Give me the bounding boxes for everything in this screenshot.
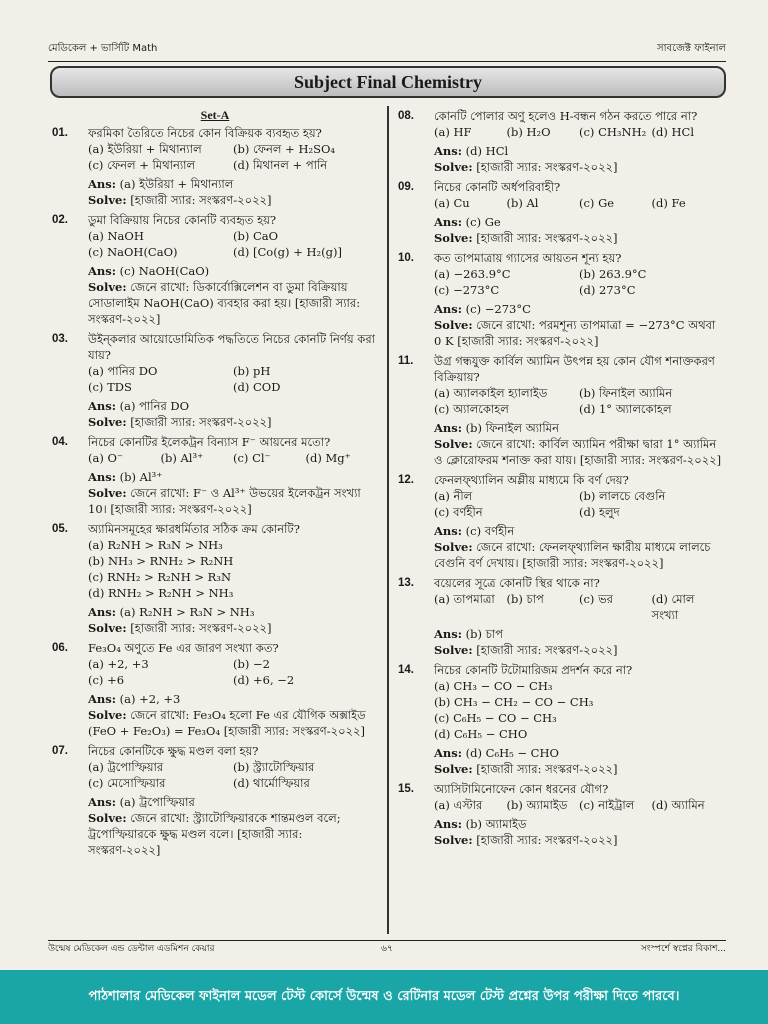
solve-line [434,642,724,658]
option: (d) COD [233,380,281,394]
answer-block [398,301,724,349]
question-head [52,743,378,759]
option-list [398,678,724,742]
question-text: নিচের কোনটিকে ক্ষুদ্ধ মণ্ডল বলা হয়? [88,744,259,758]
option: (c) −273°C [434,283,500,297]
answer-line [434,626,724,642]
question-text: কোনটি পোলার অণু হলেও H-বন্ধন গঠন করতে পারে না? [434,109,698,123]
question-head [398,781,724,797]
answer-text: (a) ইউরিয়া + মিথান্যাল [119,177,234,191]
answer-block [398,523,724,571]
option-list [398,195,724,211]
solve-label: Solve: [434,160,473,174]
solve-line [88,192,378,208]
option-list [398,591,724,623]
question-list-right [398,108,724,848]
option: (a) O⁻ [88,451,123,465]
question-number: 04. [52,436,68,448]
answer-line [88,794,378,810]
solve-label: Solve: [88,486,127,500]
question-number: 11. [398,355,414,367]
option: (c) ফেনল + মিথান্যাল [88,158,196,172]
solve-label: Solve: [434,643,473,657]
answer-label: Ans: [88,795,117,809]
question-item [398,179,724,246]
option: (d) 273°C [579,283,636,297]
answer-text: (b) চাপ [465,627,504,641]
answer-text: (a) ট্রপোস্ফিয়ার [119,795,195,809]
solve-text: জেনে রাখো: ডিকার্বোক্সিলেশন বা ডুমা বিক্রিয়ায় সোডালাইম NaOH(CaO) ব্যবহার করা হয়। [হাজারী স্যার: সংস্করণ-২০২২] [88,280,361,326]
solve-text: জেনে রাখো: কার্বিল অ্যামিন পরীক্ষা দ্বারা 1° অ্যামিন ও ক্লোরোফরম শনাক্ত করা যায়। [হাজারী স্যার: সংস্করণ-২০২২] [434,437,722,467]
answer-block [398,626,724,658]
question-head [398,108,724,124]
footer-left: উন্মেষ মেডিকেল এন্ড ডেন্টাল এডমিশন কেয়ার [48,944,215,954]
left-column [52,108,378,862]
answer-label: Ans: [88,177,117,191]
solve-text: জেনে রাখো: F⁻ ও Al³⁺ উভয়ের ইলেকট্রন সংখ্যা 10। [হাজারী স্যার: সংস্করণ-২০২২] [88,486,361,516]
option: (a) এস্টার [434,798,483,812]
solve-label: Solve: [88,193,127,207]
option: (b) Al³⁺ [160,451,204,465]
question-text: ফেনলফ্থ্যালিন অম্লীয় মাধ্যমে কি বর্ণ দেয়? [434,473,629,487]
option: (b) লালচে বেগুনি [579,489,666,503]
option: (c) মেসোস্ফিয়ার [88,776,166,790]
question-item [52,640,378,739]
question-text: বয়েলের সূত্রে কোনটি স্থির থাকে না? [434,576,600,590]
answer-block [398,745,724,777]
page-header [48,40,726,62]
answer-block [398,420,724,468]
answer-label: Ans: [88,399,117,413]
question-item [398,108,724,175]
option: (b) ফিনাইল অ্যামিন [579,386,673,400]
question-item [52,434,378,517]
answer-text: (c) NaOH(CaO) [119,264,210,278]
option: (d) মোল সংখ্যা [651,592,695,622]
answer-label: Ans: [88,605,117,619]
option: (b) CH₃ − CH₂ − CO − CH₃ [434,695,594,709]
question-head [52,331,378,363]
set-label: Set-A [200,108,230,122]
option: (a) ট্রপোস্ফিয়ার [88,760,164,774]
option: (c) অ্যালকোহল [434,402,509,416]
option: (d) C₆H₅ − CHO [434,727,528,741]
option: (a) HF [434,125,472,139]
option: (b) CaO [233,229,279,243]
option-list [52,759,378,791]
option-list [52,450,378,466]
option: (a) R₂NH > R₃N > NH₃ [88,538,223,552]
option: (a) −263.9°C [434,267,511,281]
option: (c) নাইট্রাল [579,798,635,812]
option: (c) Ge [579,196,615,210]
question-text: নিচের কোনটি অর্ধপরিবাহী? [434,180,561,194]
header-right: সাবজেক্ট ফাইনাল [657,43,726,54]
question-number: 06. [52,642,68,654]
answer-block [52,691,378,739]
option: (a) তাপমাত্রা [434,592,495,606]
option: (d) Fe [651,196,686,210]
option-list [52,363,378,395]
question-number: 10. [398,252,414,264]
solve-label: Solve: [88,811,127,825]
option: (d) মিথানল + পানি [233,158,328,172]
question-head [52,640,378,656]
option: (d) HCl [651,125,694,139]
answer-block [52,263,378,327]
answer-line [434,301,724,317]
answer-label: Ans: [434,627,463,641]
solve-line [434,832,724,848]
answer-line [434,420,724,436]
solve-text: [হাজারী স্যার: সংস্করণ-২০২২] [130,193,272,207]
solve-line [434,159,724,175]
question-item [398,781,724,848]
solve-line [88,485,378,517]
solve-label: Solve: [434,231,473,245]
question-number: 07. [52,745,68,757]
right-column [398,108,724,852]
question-text: অ্যামিনসমূহের ক্ষারধর্মিতার সঠিক ক্রম কোনটি? [88,522,300,536]
solve-text: [হাজারী স্যার: সংস্করণ-২০২২] [476,160,618,174]
option: (b) Al [506,196,539,210]
question-text: নিচের কোনটি টটোমারিজম প্রদর্শন করে না? [434,663,633,677]
question-head [398,662,724,678]
solve-label: Solve: [434,762,473,776]
answer-line [88,176,378,192]
option: (d) +6, −2 [233,673,295,687]
solve-text: [হাজারী স্যার: সংস্করণ-২০২২] [130,621,272,635]
option-list [52,228,378,260]
answer-text: (b) ফিনাইল অ্যামিন [465,421,559,435]
answer-text: (a) পানির DO [119,399,190,413]
answer-line [434,745,724,761]
solve-label: Solve: [434,540,473,554]
option-list [52,141,378,173]
answer-text: (c) বর্ণহীন [465,524,515,538]
solve-line [88,620,378,636]
option: (b) H₂O [506,125,551,139]
option: (b) স্ট্র্যাটোস্ফিয়ার [233,760,315,774]
answer-label: Ans: [88,264,117,278]
option: (a) পানির DO [88,364,158,378]
question-text: উইন্কলার আয়োডোমিতিক পদ্ধতিতে নিচের কোনটি নির্ণয় করা যায়? [88,332,375,362]
option: (b) ফেনল + H₂SO₄ [233,142,335,156]
question-number: 08. [398,110,414,122]
option: (a) নীল [434,489,473,503]
option: (b) −2 [233,657,270,671]
question-head [398,179,724,195]
option: (c) Cl⁻ [233,451,271,465]
option: (a) ইউরিয়া + মিথান্যাল [88,142,202,156]
answer-line [88,398,378,414]
question-text: অ্যাসিটামিনোফেন কোন ধরনের যৌগ? [434,782,609,796]
answer-label: Ans: [434,421,463,435]
answer-label: Ans: [434,524,463,538]
question-head [52,125,378,141]
option: (b) চাপ [506,592,544,606]
option: (b) pH [233,364,271,378]
question-item [52,331,378,430]
page-title: Subject Final Chemistry [294,71,482,92]
option: (a) NaOH [88,229,144,243]
solve-line [434,317,724,349]
option: (a) অ্যালকাইল হ্যালাইড [434,386,548,400]
question-text: উগ্র গন্ধযুক্ত কার্বিল অ্যামিন উৎপন্ন হয় কোন যৌগ শনাক্তকরণ বিক্রিয়ায়? [434,354,715,384]
option: (c) C₆H₅ − CO − CH₃ [434,711,557,725]
answer-text: (b) অ্যামাইড [465,817,527,831]
solve-text: জেনে রাখো: ফেনলফ্থ্যালিন ক্ষারীয় মাধ্যমে লালচে বেগুনি বর্ণ দেখায়। [হাজারী স্যার: সংস্করণ-২০২২] [434,540,711,570]
solve-line [434,539,724,571]
answer-line [434,523,724,539]
option: (d) হলুদ [579,505,620,519]
option-list [398,488,724,520]
option: (d) Mg⁺ [305,451,351,465]
solve-line [434,761,724,777]
answer-line [88,604,378,620]
question-item [398,472,724,571]
solve-text: [হাজারী স্যার: সংস্করণ-২০২২] [476,762,618,776]
solve-label: Solve: [434,437,473,451]
answer-line [434,816,724,832]
option-list [398,385,724,417]
answer-text: (c) Ge [465,215,501,229]
answer-block [52,604,378,636]
question-list-left [52,125,378,858]
question-item [52,743,378,858]
question-head [398,250,724,266]
solve-label: Solve: [88,280,127,294]
question-text: ফরমিকা তৈরিতে নিচের কোন বিক্রিয়ক ব্যবহৃত হয়? [88,126,322,140]
answer-block [52,469,378,517]
option: (d) [Co(g) + H₂(g)] [233,245,342,259]
option: (d) থার্মোস্ফিয়ার [233,776,310,790]
option: (b) অ্যামাইড [506,798,568,812]
question-head [52,521,378,537]
header-left: মেডিকেল + ভার্সিটি Math [48,43,158,54]
solve-label: Solve: [88,415,127,429]
option: (c) বর্ণহীন [434,505,483,519]
answer-text: (d) C₆H₅ − CHO [465,746,559,760]
solve-line [88,414,378,430]
bottom-banner: পাঠশালার মেডিকেল ফাইনাল মডেল টেস্ট কোর্সে উন্মেষ ও রেটিনার মডেল টেস্ট প্রশ্নের উপর পরীক্ষা দিতে পারবে। [0,970,768,1024]
question-item [52,125,378,208]
question-text: কত তাপমাত্রায় গ্যাসের আয়তন শূন্য হয়? [434,251,622,265]
question-text: Fe₃O₄ অণুতে Fe এর জারণ সংখ্যা কত? [88,641,279,655]
option-list [398,797,724,813]
option: (d) অ্যামিন [651,798,705,812]
question-number: 02. [52,214,68,226]
question-item [398,353,724,468]
question-item [398,575,724,658]
answer-block [398,143,724,175]
question-number: 15. [398,783,414,795]
answer-block [52,398,378,430]
option: (c) +6 [88,673,125,687]
answer-label: Ans: [434,215,463,229]
solve-text: [হাজারী স্যার: সংস্করণ-২০২২] [476,643,618,657]
solve-line [434,230,724,246]
option-list [52,656,378,688]
answer-label: Ans: [434,302,463,316]
option: (c) TDS [88,380,132,394]
solve-label: Solve: [434,833,473,847]
question-item [52,212,378,327]
option: (a) +2, +3 [88,657,149,671]
solve-text: [হাজারী স্যার: সংস্করণ-২০২২] [476,231,618,245]
solve-text: [হাজারী স্যার: সংস্করণ-২০২২] [476,833,618,847]
answer-line [88,691,378,707]
footer-right: সংস্পর্শে স্বপ্নের বিকাশ... [640,944,726,954]
solve-text: জেনে রাখো: Fe₃O₄ হলো Fe এর যৌগিক অক্সাইড (FeO + Fe₂O₃) = Fe₃O₄ [হাজারী স্যার: সংস্করণ-২০২২] [88,708,366,738]
solve-line [434,436,724,468]
question-number: 09. [398,181,414,193]
page-number: ৬৭ [381,944,393,954]
solve-text: জেনে রাখো: স্ট্র্যাটোস্ফিয়ারকে শান্তমণ্ডল বলে; ট্রপোস্ফিয়ারকে ক্ষুদ্ধ মণ্ডল বলে। [হাজারী স্যার: সংস্করণ-২০২২] [88,811,341,857]
answer-line [434,143,724,159]
question-item [398,662,724,777]
question-number: 13. [398,577,414,589]
answer-block [52,176,378,208]
option: (c) NaOH(CaO) [88,245,178,259]
question-head [398,472,724,488]
title-banner [50,66,726,98]
option: (b) 263.9°C [579,267,647,281]
answer-block [398,816,724,848]
question-head [398,575,724,591]
question-number: 05. [52,523,68,535]
answer-block [398,214,724,246]
column-divider [387,106,389,934]
option: (b) NH₃ > RNH₂ > R₂NH [88,554,234,568]
answer-text: (d) HCl [465,144,509,158]
solve-line [88,810,378,858]
answer-label: Ans: [434,144,463,158]
option: (c) CH₃NH₂ [579,125,647,139]
answer-text: (a) R₂NH > R₃N > NH₃ [119,605,255,619]
option: (a) CH₃ − CO − CH₃ [434,679,553,693]
answer-label: Ans: [88,692,117,706]
question-text: ডুমা বিক্রিয়ায় নিচের কোনটি ব্যবহৃত হয়? [88,213,277,227]
answer-label: Ans: [434,817,463,831]
option-list [52,537,378,601]
answer-label: Ans: [88,470,117,484]
solve-line [88,279,378,327]
option-list [398,266,724,298]
question-number: 12. [398,474,414,486]
solve-line [88,707,378,739]
question-head [52,212,378,228]
question-text: নিচের কোনটির ইলেকট্রন বিন্যাস F⁻ আয়নের মতো? [88,435,331,449]
option: (c) RNH₂ > R₂NH > R₃N [88,570,232,584]
option: (a) Cu [434,196,470,210]
solve-label: Solve: [434,318,473,332]
solve-label: Solve: [88,621,127,635]
question-head [52,434,378,450]
option: (c) ভর [579,592,613,606]
solve-text: [হাজারী স্যার: সংস্করণ-২০২২] [130,415,272,429]
question-number: 03. [52,333,68,345]
question-number: 14. [398,664,414,676]
option: (d) RNH₂ > R₂NH > NH₃ [88,586,234,600]
answer-text: (a) +2, +3 [119,692,181,706]
question-number: 01. [52,127,68,139]
option-list [398,124,724,140]
option: (d) 1° অ্যালকোহল [579,402,672,416]
answer-text: (c) −273°C [465,302,531,316]
answer-line [88,469,378,485]
answer-line [434,214,724,230]
answer-line [88,263,378,279]
answer-label: Ans: [434,746,463,760]
question-item [398,250,724,349]
solve-text: জেনে রাখো: পরমশূন্য তাপমাত্রা = −273°C অথবা 0 K [হাজারী স্যার: সংস্করণ-২০২২] [434,318,716,348]
answer-text: (b) Al³⁺ [119,470,163,484]
question-head [398,353,724,385]
question-item [52,521,378,636]
answer-block [52,794,378,858]
solve-label: Solve: [88,708,127,722]
page-footer [48,940,726,956]
